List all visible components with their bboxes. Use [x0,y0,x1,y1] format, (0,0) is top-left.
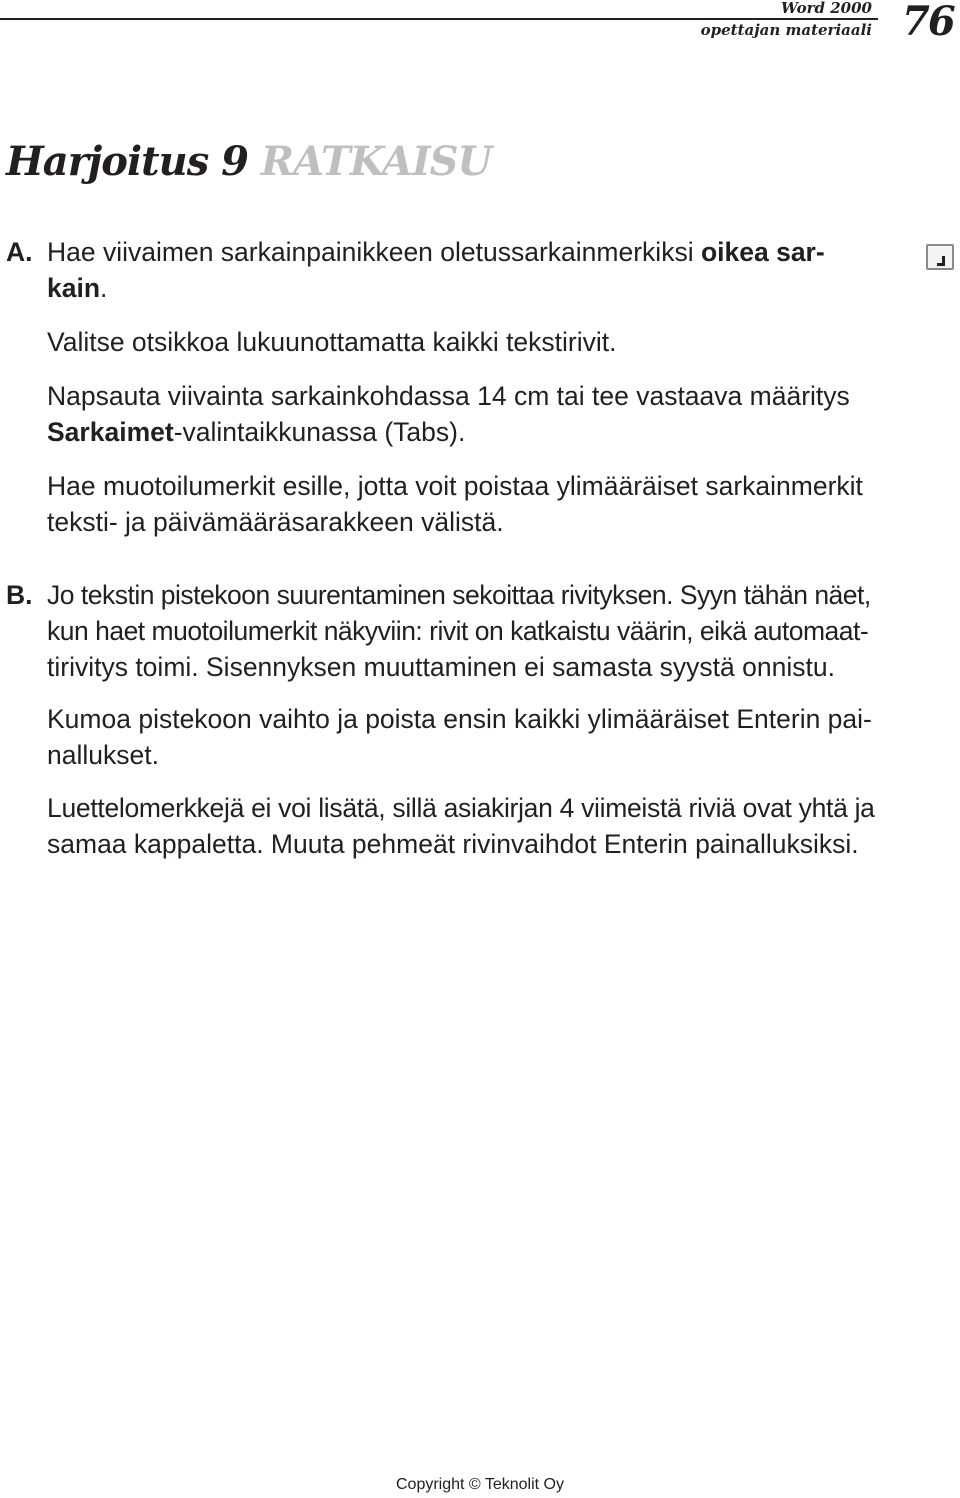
solution-label: RATKAISU [260,138,492,185]
section-a-para-3-line-1: Napsauta viivainta sarkainkohdassa 14 cm tai tee vastaava määritys [47,381,850,411]
section-b-para-1-line-1: Jo tekstin pistekoon suurentaminen sekoittaa rivityksen. Syyn tähän näet, [47,580,871,610]
section-b-para-3-line-2: samaa kappaletta. Muuta pehmeät rivinvaihdot Enterin painalluksiksi. [47,829,859,859]
exercise-heading [6,134,491,190]
section-a-marker: A. [6,237,33,267]
right-tab-stop-icon [926,244,954,270]
section-a-para-3-line-2: Sarkaimet-valintaikkunassa (Tabs). [47,417,466,447]
section-b-para-2-line-1: Kumoa pistekoon vaihto ja poista ensin kaikki ylimääräiset Enterin pai- [47,704,872,734]
section-b-marker: B. [6,580,33,610]
section-b-para-1-line-2: kun haet muotoilumerkit näkyviin: rivit on katkaistu väärin, eikä automaat- [47,616,869,646]
section-b-para-3-line-1: Luettelomerkkejä ei voi lisätä, sillä asiakirjan 4 viimeistä riviä ovat yhtä ja [47,793,875,823]
section-a-para-4-line-1: Hae muotoilumerkit esille, jotta voit poistaa ylimääräiset sarkainmerkit [47,471,863,501]
section-a-line-2: kain. [47,273,108,303]
page-number: 76 [902,0,954,45]
header-title: Word 2000 [781,0,872,17]
exercise-title: Harjoitus 9 [6,138,248,185]
header-subtitle: opettajan materiaali [700,21,872,39]
section-b-para-1-line-3: tirivitys toimi. Sisennyksen muuttaminen ei samasta syystä onnistu. [47,652,835,682]
section-a-line-1: Hae viivaimen sarkainpainikkeen oletussarkainmerkiksi oikea sar- [47,237,825,267]
copyright-footer: Copyright © Teknolit Oy [395,1476,564,1493]
section-a-para-4-line-2: teksti- ja päivämääräsarakkeen välistä. [47,507,504,537]
section-a-para-2: Valitse otsikkoa lukuunottamatta kaikki tekstirivit. [47,327,617,357]
section-b-para-2-line-2: nallukset. [47,740,159,770]
